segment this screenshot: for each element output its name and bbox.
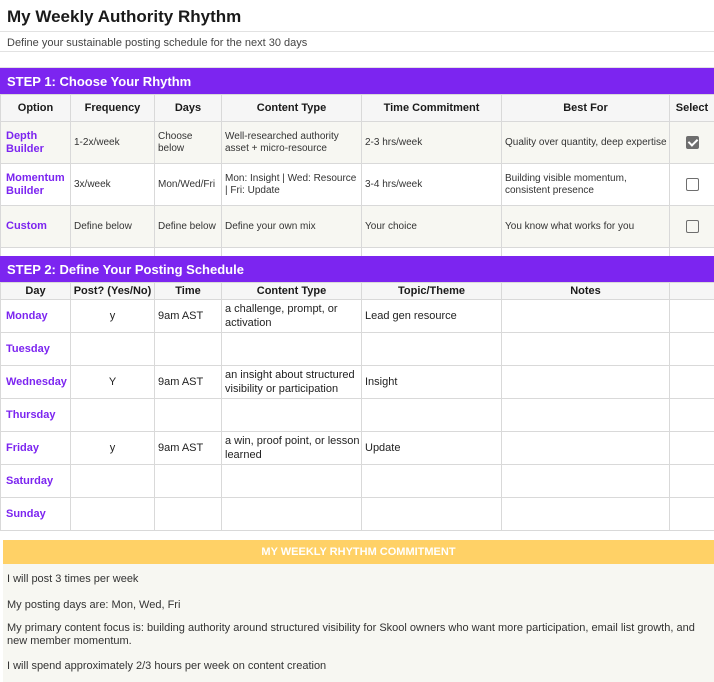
- post-cell[interactable]: [71, 465, 155, 498]
- frequency-cell[interactable]: 3x/week: [71, 164, 155, 206]
- day-label: Sunday: [1, 498, 71, 531]
- day-label: Saturday: [1, 465, 71, 498]
- schedule-header-row: [1, 283, 714, 300]
- col-days: Days: [155, 95, 222, 122]
- notes-cell[interactable]: [502, 366, 670, 399]
- topic-cell[interactable]: Lead gen resource: [362, 300, 502, 333]
- col-option: Option: [1, 95, 71, 122]
- step1-title: STEP 1: Choose Your Rhythm: [7, 74, 192, 89]
- content-type-cell[interactable]: [222, 333, 362, 366]
- col-time: Time: [155, 283, 222, 300]
- day-label: Monday: [1, 300, 71, 333]
- content-type-cell[interactable]: a win, proof point, or lesson learned: [222, 432, 362, 465]
- time-cell[interactable]: 9am AST: [155, 366, 222, 399]
- topic-cell[interactable]: [362, 498, 502, 531]
- page-title: My Weekly Authority Rhythm: [7, 7, 242, 26]
- step2-title: STEP 2: Define Your Posting Schedule: [7, 262, 244, 277]
- post-cell[interactable]: [71, 399, 155, 432]
- content-type-cell[interactable]: an insight about structured visibility or participation: [222, 366, 362, 399]
- sheet-title-row: [0, 0, 714, 32]
- commitment-line[interactable]: My primary content focus is: building authority around structured visibility for Skool owners who want more participation, email list growth, and new member momentum.: [7, 622, 695, 647]
- rhythm-table: [0, 94, 714, 257]
- commitment-line[interactable]: My posting days are: Mon, Wed, Fri: [7, 599, 181, 611]
- post-cell[interactable]: y: [71, 432, 155, 465]
- days-cell[interactable]: Choose below: [155, 122, 222, 164]
- option-name: Momentum Builder: [1, 164, 71, 206]
- time-cell[interactable]: Your choice: [362, 206, 502, 248]
- notes-cell[interactable]: [502, 465, 670, 498]
- commitment-line[interactable]: I will post 3 times per week: [7, 573, 139, 585]
- checkbox-checked-icon[interactable]: [686, 136, 699, 149]
- option-name: Custom: [1, 206, 71, 248]
- best-for-cell[interactable]: Building visible momentum, consistent presence: [502, 164, 670, 206]
- topic-cell[interactable]: Insight: [362, 366, 502, 399]
- col-day: Day: [1, 283, 71, 300]
- select-cell[interactable]: [670, 164, 714, 206]
- checkbox-empty-icon[interactable]: [686, 220, 699, 233]
- table-row: [1, 465, 714, 498]
- time-cell[interactable]: [155, 333, 222, 366]
- table-row: [1, 432, 714, 465]
- notes-cell[interactable]: [502, 300, 670, 333]
- col-content-type: Content Type: [222, 283, 362, 300]
- day-label: Thursday: [1, 399, 71, 432]
- col-best-for: Best For: [502, 95, 670, 122]
- time-cell[interactable]: 2-3 hrs/week: [362, 122, 502, 164]
- col-topic: Topic/Theme: [362, 283, 502, 300]
- col-frequency: Frequency: [71, 95, 155, 122]
- content-type-cell[interactable]: [222, 399, 362, 432]
- select-cell[interactable]: [670, 122, 714, 164]
- select-cell[interactable]: [670, 206, 714, 248]
- rhythm-header-row: [1, 95, 714, 122]
- notes-cell[interactable]: [502, 432, 670, 465]
- best-for-cell[interactable]: You know what works for you: [502, 206, 670, 248]
- commitment-title: MY WEEKLY RHYTHM COMMITMENT: [261, 546, 456, 558]
- day-label: Tuesday: [1, 333, 71, 366]
- time-cell[interactable]: [155, 399, 222, 432]
- step2-header: [0, 256, 714, 282]
- table-row: [1, 206, 714, 248]
- days-cell[interactable]: Mon/Wed/Fri: [155, 164, 222, 206]
- content-type-cell[interactable]: a challenge, prompt, or activation: [222, 300, 362, 333]
- page-subtitle: Define your sustainable posting schedule for the next 30 days: [7, 37, 308, 49]
- notes-cell[interactable]: [502, 333, 670, 366]
- sheet-subtitle-row: [0, 32, 714, 52]
- time-cell[interactable]: 9am AST: [155, 300, 222, 333]
- content-type-cell[interactable]: Define your own mix: [222, 206, 362, 248]
- schedule-table: [0, 282, 714, 531]
- topic-cell[interactable]: [362, 399, 502, 432]
- content-type-cell[interactable]: [222, 465, 362, 498]
- frequency-cell[interactable]: 1-2x/week: [71, 122, 155, 164]
- commitment-header: [3, 540, 714, 564]
- table-row: [1, 366, 714, 399]
- col-content-type: Content Type: [222, 95, 362, 122]
- table-row: [1, 122, 714, 164]
- topic-cell[interactable]: Update: [362, 432, 502, 465]
- col-post: Post? (Yes/No): [71, 283, 155, 300]
- post-cell[interactable]: y: [71, 300, 155, 333]
- col-time-commitment: Time Commitment: [362, 95, 502, 122]
- col-notes: Notes: [502, 283, 670, 300]
- notes-cell[interactable]: [502, 399, 670, 432]
- option-name: Depth Builder: [1, 122, 71, 164]
- topic-cell[interactable]: [362, 465, 502, 498]
- days-cell[interactable]: Define below: [155, 206, 222, 248]
- post-cell[interactable]: [71, 498, 155, 531]
- table-row: [1, 498, 714, 531]
- content-type-cell[interactable]: [222, 498, 362, 531]
- time-cell[interactable]: 3-4 hrs/week: [362, 164, 502, 206]
- table-row: [1, 164, 714, 206]
- post-cell[interactable]: Y: [71, 366, 155, 399]
- content-type-cell[interactable]: Well-researched authority asset + micro-resource: [222, 122, 362, 164]
- spacer-row: [0, 52, 714, 68]
- day-label: Wednesday: [1, 366, 71, 399]
- best-for-cell[interactable]: Quality over quantity, deep expertise: [502, 122, 670, 164]
- commitment-body: [3, 564, 714, 682]
- day-label: Friday: [1, 432, 71, 465]
- time-cell[interactable]: [155, 498, 222, 531]
- col-select: Select: [670, 95, 714, 122]
- checkbox-empty-icon[interactable]: [686, 178, 699, 191]
- commitment-line[interactable]: I will spend approximately 2/3 hours per week on content creation: [7, 660, 327, 672]
- notes-cell[interactable]: [502, 498, 670, 531]
- post-cell[interactable]: [71, 333, 155, 366]
- topic-cell[interactable]: [362, 333, 502, 366]
- content-type-cell[interactable]: Mon: Insight | Wed: Resource | Fri: Update: [222, 164, 362, 206]
- time-cell[interactable]: 9am AST: [155, 432, 222, 465]
- table-row: [1, 333, 714, 366]
- step1-header: [0, 68, 714, 94]
- frequency-cell[interactable]: Define below: [71, 206, 155, 248]
- time-cell[interactable]: [155, 465, 222, 498]
- table-row: [1, 399, 714, 432]
- table-row: [1, 300, 714, 333]
